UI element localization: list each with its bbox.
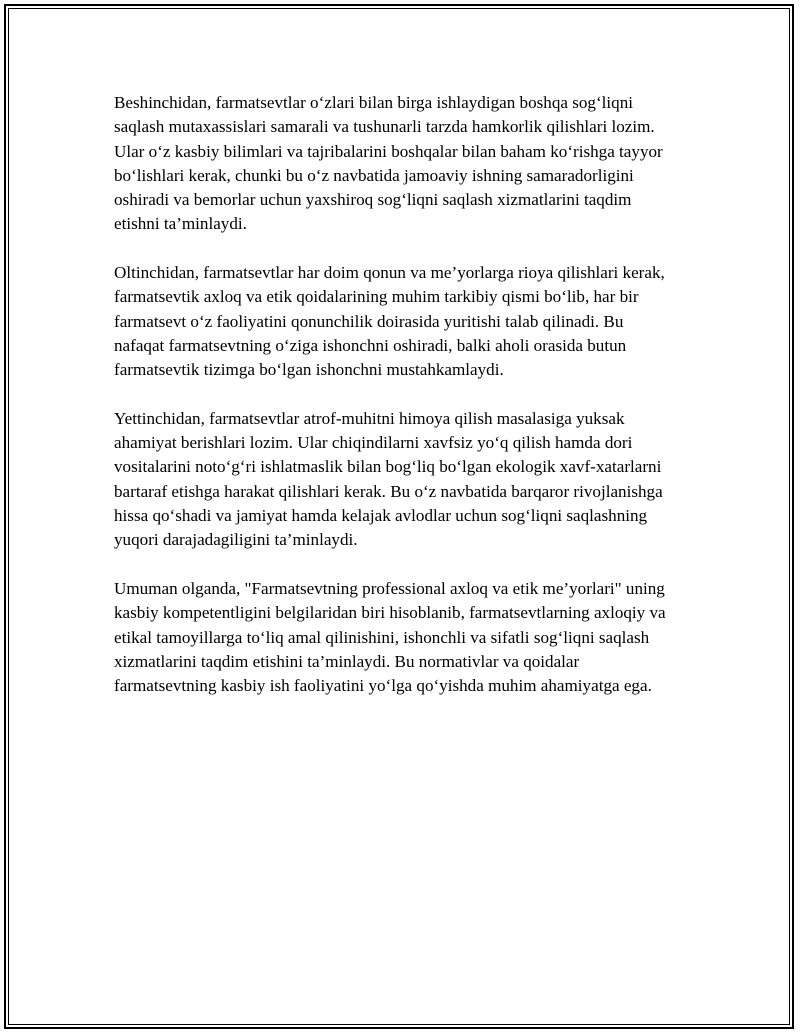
paragraph-conclusion: Umuman olganda, "Farmatsevtning professional axloq va etik me’yorlari" uning kasbiy kompetentligini belgilaridan biri hisoblanib, farmatsevtlarning axloqiy va etikal tamoyillarga to‘liq amal qilinishini, ishonchli va sifatli sog‘liqni saqlash xizmatlarini taqdim etishini ta’minlaydi. Bu normativlar va qoidalar farmatsevtning kasbiy ish faoliyatini yo‘lga qo‘yishda muhim ahamiyatga ega.: [114, 578, 666, 696]
paragraph-sixth: Oltinchidan, farmatsevtlar har doim qonun va me’yorlarga rioya qilishlari kerak, farmatsevtik axloq va etik qoidalarining muhim tarkibiy qismi bo‘lib, har bir farmatsevt o‘z faoliyatini qonunchilik doirasida yuritishi talab qilinadi. Bu nafaqat farmatsevtning o‘ziga ishonchni oshiradi, balki aholi orasida butun farmatsevtik tizimga bo‘lgan ishonchni mustahkamlaydi.: [114, 263, 665, 380]
paragraph-fifth: Beshinchidan, farmatsevtlar o‘zlari bilan birga ishlaydigan boshqa sog‘liqni saqlash mutaxassislari samarali va tushunarli tarzda hamkorlik qilishlari lozim. Ular o‘z kasbiy bilimlari va tajribalarini boshqalar bilan baham ko‘rishga tayyor bo‘lishlari kerak, chunki bu o‘z navbatida jamoaviy ishning samaradorligini oshiradi va bemorlar uchun yaxshiroq sog‘liqni saqlash xizmatlarini taqdim etishni ta’minlaydi.: [114, 93, 663, 234]
paragraph-seventh: Yettinchidan, farmatsevtlar atrof-muhitni himoya qilish masalasiga yuksak ahamiyat berishlari lozim. Ular chiqindilarni xavfsiz yo‘q qilish hamda dori vositalarini noto‘g‘ri ishlatmaslik bilan bog‘liq bo‘lgan ekologik xavf-xatarlarni bartaraf etishga harakat qilishlari kerak. Bu o‘z navbatida barqaror rivojlanishga hissa qo‘shadi va jamiyat hamda kelajak avlodlar uchun sog‘liqni saqlashning yuqori darajadagiligini ta’minlaydi.: [114, 408, 663, 550]
document-body: [114, 91, 674, 723]
